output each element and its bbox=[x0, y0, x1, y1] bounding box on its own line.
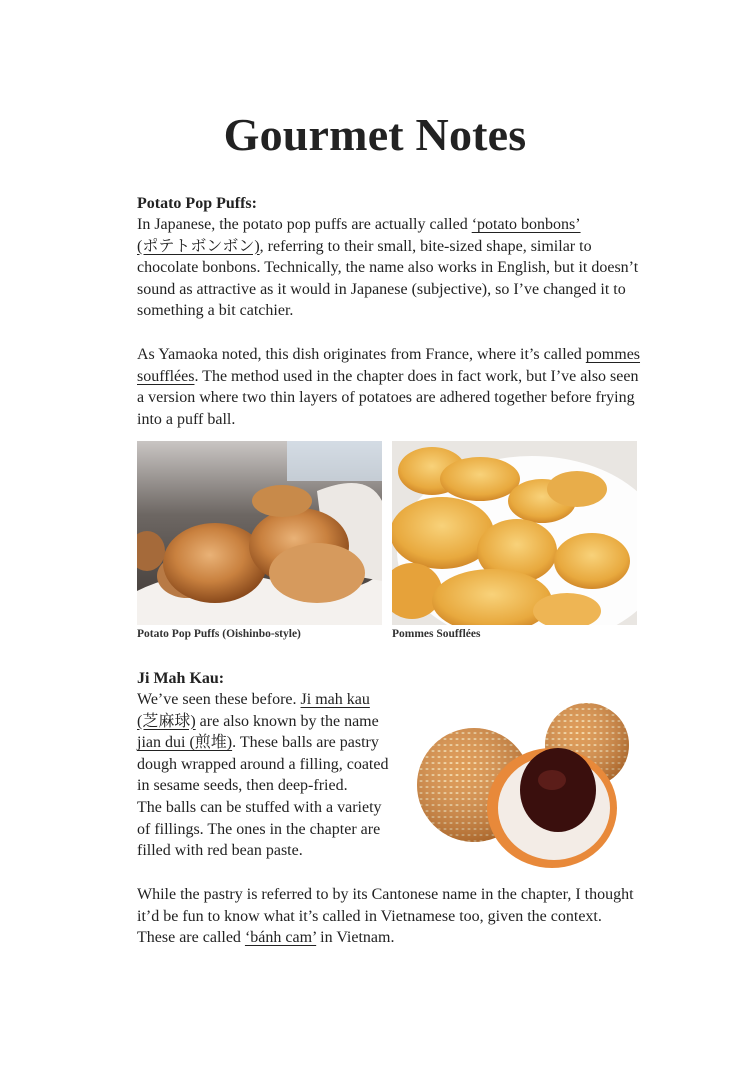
link-pommes-soufflees[interactable]: pommes soufflées bbox=[137, 346, 641, 385]
link-jian-dui[interactable]: jian dui (煎堆) bbox=[137, 734, 233, 752]
link-banh-cam[interactable]: ‘bánh cam’ bbox=[244, 929, 317, 947]
link-potato-bonbons-japanese[interactable]: (ポテトボンボン) bbox=[137, 237, 260, 255]
section-heading-ji-mah-kau: Ji Mah Kau: bbox=[137, 670, 225, 687]
section-heading-potato-pop-puffs: Potato Pop Puffs: bbox=[137, 195, 257, 212]
paragraph-potato-bonbons bbox=[137, 214, 642, 322]
link-ji-mah-kau[interactable]: Ji mah kau bbox=[300, 691, 370, 708]
caption-pommes-soufflees: Pommes Soufflées bbox=[392, 628, 481, 640]
text-line: dough wrapped around a filling, coated bbox=[137, 755, 389, 773]
photo-potato-pop-puffs bbox=[137, 441, 382, 625]
text-line: The balls can be stuffed with a variety bbox=[137, 798, 382, 816]
page-title: Gourmet Notes bbox=[223, 109, 527, 160]
paragraph-text: . The method used in the chapter does in fact work, but I’ve also seen a version where two thin layers of potatoes are adhered together before frying into a puff ball. bbox=[137, 367, 639, 428]
paragraph-pommes-soufflees bbox=[137, 344, 642, 430]
link-ji-mah-kau-chinese[interactable]: (芝麻球) bbox=[137, 712, 196, 730]
paragraph-banh-cam-block bbox=[137, 884, 642, 949]
line-text: We’ve seen these before. bbox=[137, 691, 301, 708]
link-potato-bonbons[interactable]: ‘potato bonbons’ bbox=[471, 216, 581, 233]
paragraph-text: , referring to their small, bite-sized shape, similar to chocolate bonbons. Technically, the name also works in English, but it doesn’t sound as attractive as it would in Japanese (subjective), so I’ve changed it to something a bit catchier. bbox=[137, 237, 639, 320]
text-line: of fillings. The ones in the chapter are bbox=[137, 820, 381, 838]
paragraph-text: While the pastry is referred to by its Cantonese name in the chapter, I thought it’d be fun to know what it’s called in Vietnamese too, given the context. These are called bbox=[137, 886, 634, 947]
photo-ji-mah-kau bbox=[412, 700, 637, 870]
paragraph-pommes-soufflees-block bbox=[137, 344, 642, 430]
text-line bbox=[137, 689, 437, 711]
caption-potato-pop-puffs: Potato Pop Puffs (Oishinbo-style) bbox=[137, 628, 301, 640]
photo-row bbox=[137, 441, 637, 651]
paragraph-text: in Vietnam. bbox=[316, 929, 395, 947]
paragraph-banh-cam bbox=[137, 884, 642, 949]
line-text: . These balls are pastry bbox=[232, 734, 379, 752]
line-text: are also known by the name bbox=[195, 712, 379, 730]
paragraph-ji-mah-kau bbox=[137, 689, 437, 862]
text-line: in sesame seeds, then deep-fried. bbox=[137, 777, 348, 795]
text-line bbox=[137, 732, 437, 754]
text-line: filled with red bean paste. bbox=[137, 842, 303, 860]
text-line bbox=[137, 711, 437, 733]
paragraph-text: As Yamaoka noted, this dish originates from France, where it’s called bbox=[137, 346, 586, 363]
section-ji-mah-kau bbox=[137, 668, 437, 862]
paragraph-text: In Japanese, the potato pop puffs are actually called bbox=[137, 216, 472, 233]
photo-pommes-soufflees bbox=[392, 441, 637, 625]
section-potato-pop-puffs bbox=[137, 193, 642, 322]
